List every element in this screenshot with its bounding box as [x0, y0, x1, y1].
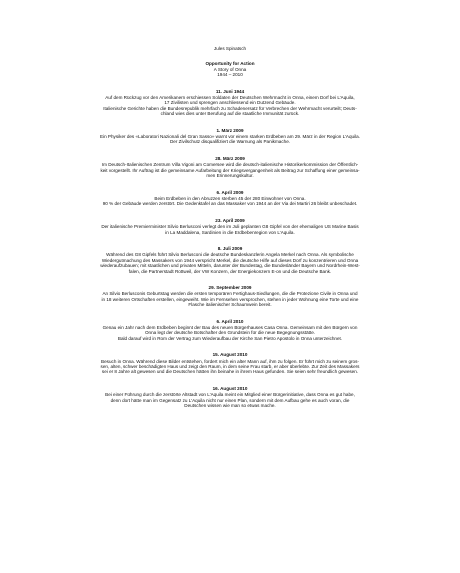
- entry-date: 11. Juni 1944: [215, 88, 245, 94]
- document-subtitle: A Story of Onna: [213, 66, 247, 72]
- entry-text: Beim Erdbeben in den Abruzzen sterben 45 der 280 Einwohner von Onna. 90 % der Gebäude werden zerstört. Die Gedenktafel an das Massaker von 1944 an der Via dei Martiri 26 bleibt unbeschadet.: [102, 195, 358, 207]
- chronology-entry: [42, 246, 418, 274]
- entry-text: Besuch in Onna. Während diese Bilder entstehen, fordert mich ein alter Mann auf, ihm zu folgen. Er führt mich zu seinem gros- sen, alten, schwer beschädigten Haus und zeigt den Raum, in dem seine Frau starb, er aber überlebte. Zur Zeit des Massakers sei er 8 Jahre alt gewesen und die Deutschen hätten ihn beinahe in ihrem Haus gefunden. Sie seien sehr freundlich gewesen.: [100, 358, 360, 375]
- author-name: Jules Spinatsch: [213, 46, 247, 51]
- chronology-entry: [42, 156, 418, 179]
- entry-text: Der italienische Premierminister Silvio Berlusconi verlegt den im Juli geplanten G8 Gipfel von der ehemaligen US Marine Basis in La Maddalena, Sardinien in die Erdbebenregion von L’Aquila.: [101, 224, 359, 235]
- document-years: 1944 – 2010: [217, 72, 243, 78]
- entry-text: Ein Physiker des «Laboratori Nazionali del Gran Sasso» warnt vor einem starken Erdbeben am 29. März in der Region L’Aquila. Der Zivilschutz disqualifiziert die Warnung als Panikmache.: [100, 134, 360, 145]
- chronology-entry: [42, 128, 418, 145]
- entry-date: 16. August 2010: [212, 385, 248, 391]
- entry-date: 6. April 2010: [216, 318, 244, 324]
- entry-text: Genau ein Jahr nach dem Erdbeben beginnt der Bau des neuen Bürgerhauses Casa Onna. Gemeinsam mit den Bürgern von Onna legt der deutsche Botschafter den Grundstein für die neue Begegnungsstätte. Bald darauf wird in Rom der Vertrag zum Wiederaufbau der Kirche San Pietro Apostolo in Onna unterzeichnet.: [102, 325, 358, 341]
- entry-text: An Silvio Berlusconis Geburtstag werden die ersten temporären Fertighaus-Siedlungen, die die Protezione Civile in Onna und in 18 weiteren Ortschaften erstellen, eingeweiht. Wie im Fernsehen versprochen, stehen in jeder Wohnung eine Torte und eine Flasche italienischer Schaumwein bereit.: [101, 291, 359, 308]
- entry-date: 28. März 2009: [215, 155, 245, 161]
- chronology-entry: [42, 386, 418, 409]
- entry-date: 8. Juli 2009: [217, 245, 243, 251]
- entry-date: 23. April 2009: [215, 217, 245, 223]
- chronology: [42, 89, 418, 409]
- chronology-entry: [42, 352, 418, 375]
- chronology-entry: [42, 218, 418, 235]
- entry-date: 1. März 2009: [216, 127, 244, 133]
- entry-date: 6. April 2009: [216, 189, 244, 195]
- title-block: [42, 61, 418, 77]
- entry-date: 29. September 2009: [208, 284, 252, 290]
- chronology-entry: [42, 285, 418, 308]
- entry-text: Auf dem Rückzug vor den Amerikanern erschiessen Soldaten der Deutschen Wehrmacht in Onna, einem Dorf bei L’Aquila, 17 Zivilisten und sprengen anschliessend ein Dutzend Gebäude. Italienische Gerichte haben die Bundesrepublik mehrfach zu Schadenersatz für Verbrechen der Wehrmacht verurteilt; Deuts- chland wies dies unter Berufung auf die staatliche Immunität zurück.: [103, 95, 357, 117]
- document-title: Opportunity for Action: [205, 61, 255, 67]
- entry-text: Im Deutsch-Italienischen Zentrum Villa Vigoni am Comersee wird die deutsch-italienische Historikerkommission der Öffentlich- keit vorgestellt. Ihr Auftrag ist die gemeinsame Aufarbeitung der Kriegsvergangenheit als Beitrag zur Schaffung einer gemeinsa- men Erinnerungskultur.: [100, 162, 360, 179]
- entry-text: Während des G8 Gipfels führt Silvio Berlusconi die deutsche Bundeskanzlerin Angela Merkel nach Onna. Als symbolische Wiedergutmachung des Massakers von 1944 verspricht Merkel, die deutsche Hilfe auf dieses Dorf zu konzentrieren und Onna wiederaufzubauen; mit staatlichen und privaten Mitteln, darunter der Bundestag, die Bundesländer Bayern und Nordrhein-West- falen, die Partnerstadt Rottweil, der VW Konzern, der Energiekonzern E-on und die Deutsche Bank.: [100, 252, 360, 274]
- chronology-entry: [42, 190, 418, 207]
- chronology-entry: [42, 89, 418, 117]
- document-body: [42, 46, 418, 408]
- chronology-entry: [42, 319, 418, 342]
- entry-text: Bei einer Führung durch die zerstörte Altstadt von L’Aquila meint ein Mitglied einer Bürgerinitiative, dass Onna es gut habe, denn dort hätte man im Gegensatz zu L’Aquila nicht nur einen Plan, sondern mit dem Aufbau gehe es auch voran, die Deutschen wissen wie man so etwas mache.: [105, 392, 355, 409]
- entry-date: 15. August 2010: [212, 352, 248, 358]
